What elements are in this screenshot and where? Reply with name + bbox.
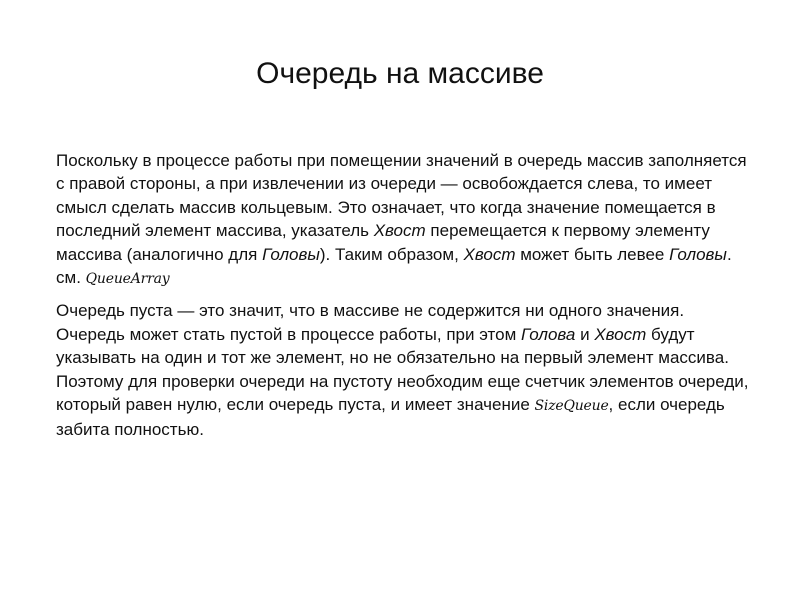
term-head: Головы	[262, 244, 320, 264]
text-run: может быть левее	[515, 244, 670, 264]
term-head: Головы	[669, 244, 727, 264]
paragraph-empty-queue	[56, 299, 750, 441]
term-tail: Хвост	[463, 244, 516, 264]
text-run: и	[575, 324, 595, 344]
code-reference-sizequeue: SizeQueue	[534, 398, 609, 415]
slide-title: Очередь на массиве	[256, 57, 544, 90]
term-tail: Хвост	[594, 324, 647, 344]
text-run: . см.	[56, 244, 732, 288]
term-head: Голова	[521, 324, 576, 344]
code-reference-queuearray: QueueArray	[85, 271, 170, 288]
slide-body	[56, 149, 750, 442]
text-run: Поскольку в процессе работы при помещении значений в очередь массив заполняется с правой стороны, а при извлечении из очереди — освобождается слева, то имеет смысл сделать массив кольцевым. Это означает, что когда значение помещается в последний элемент массива, указатель	[56, 151, 747, 241]
paragraph-ring-buffer	[56, 149, 750, 291]
text-run: Очередь пуста — это значит, что в массиве не содержится ни одного значения. Очередь может стать пустой в процессе работы, при этом	[56, 301, 685, 344]
text-run: будут указывать на один и тот же элемент, но не обязательно на первый элемент массива. Поэтому для проверки очереди на пустоту необходим еще счетчик элементов очереди, который равен нулю, если очередь пуста, и имеет значение	[56, 324, 749, 415]
term-tail: Хвост	[373, 221, 426, 241]
text-run: ). Таким образом,	[319, 244, 464, 264]
text-run: , если очередь забита полностью.	[56, 395, 725, 440]
text-run: перемещается к первому элементу массива (аналогично для	[56, 221, 710, 264]
